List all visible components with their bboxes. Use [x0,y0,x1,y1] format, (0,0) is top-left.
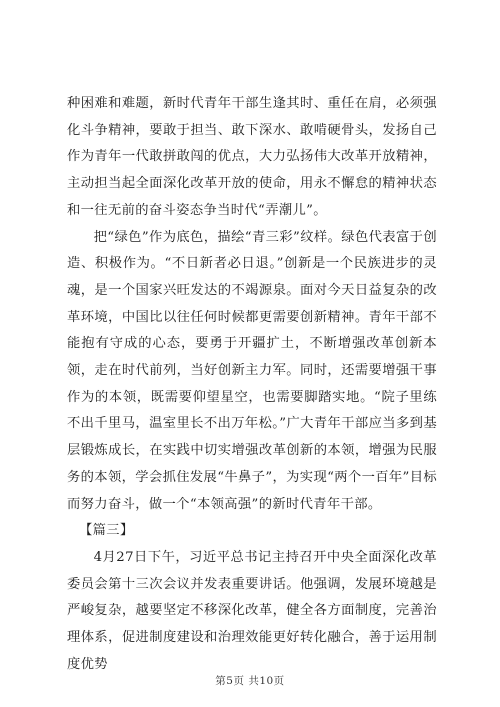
paragraph-continued: 种困难和难题，新时代青年干部生逢其时、重任在肩，必须强化斗争精神，要敢于担当、敢下深水、敢啃硬骨头，发扬自己作为青年一代敢拼敢闯的优点，大力弘扬伟大改革开放精神，主动担当起全面深化改革开放的使命，用永不懈怠的精神状态和一往无前的奋斗姿态争当时代“弄潮儿”。 [67,96,437,218]
document-body [67,91,437,678]
paragraph-green-color: 把“绿色”作为底色，描绘“青三彩”纹样。绿色代表富于创造、积极作为。“不日新者必日退。”创新是一个民族进步的灵魂，是一个国家兴旺发达的不竭源泉。面对今天日益复杂的改革环境，中国比以往任何时候都更需要创新精神。青年干部不能抱有守成的心态，要勇于开疆扩土，不断增强改革创新本领，走在时代前列，当好创新主力军。同时，还需要增强干事作为的本领，既需要仰望星空，也需要脚踏实地。“院子里练不出千里马，温室里长不出万年松。”广大青年干部应当多到基层锻炼成长，在实践中切实增强改革创新的本领，增强为民服务的本领，学会抓住发展“牛鼻子”，为实现“两个一百年”目标而努力奋斗，做一个“本领高强”的新时代青年干部。 [67,229,437,512]
section-heading: 【篇三】 [79,523,134,539]
page-number-footer: 第5页 共10页 [215,675,285,687]
paragraph-section-three: 4月27日下午，习近平总书记主持召开中央全面深化改革委员会第十三次会议并发表重要讲话。他强调，发展环境越是严峻复杂，越要坚定不移深化改革，健全各方面制度，完善治理体系，促进制度建设和治理效能更好转化融合，善于运用制度优势 [67,549,437,672]
